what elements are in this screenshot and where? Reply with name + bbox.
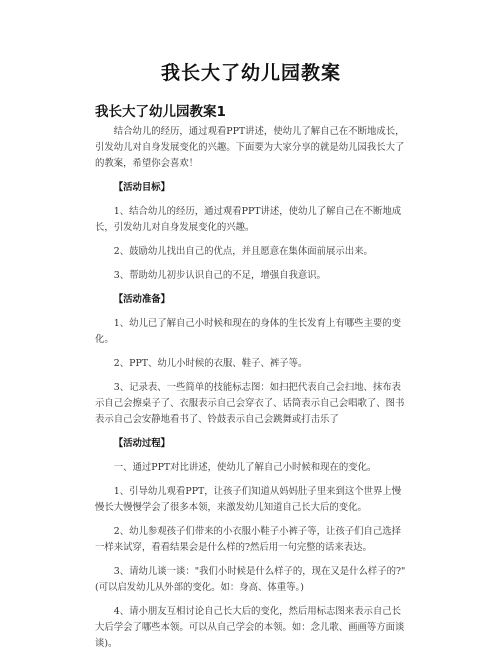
prep-heading: 【活动准备】 [113,294,171,305]
process-item: 3、请幼儿谈一谈："我们小时候是什么样子的，现在又是什么样子的?"(可以启发幼儿从外部的变化。如：身高、体重等。) [95,566,406,593]
prep-item: 3、记录表、一些简单的技能标志图：如扫把代表自己会扫地、抹布表示自己会擦桌子了、衣服表示自己会穿衣了、话筒表示自己会唱歌了、图书表示自己会安静地看书了、铃鼓表示自己会跳舞或打击乐了 [95,382,405,425]
document-body [95,124,409,660]
prep-item: 2、PPT、幼儿小时候的衣服、鞋子、裤子等。 [113,358,308,369]
process-item: 1、引导幼儿观看PPT，让孩子们知道从妈妈肚子里来到这个世界上慢慢长大慢慢学会了很多本领，来激发幼儿知道自己长大后的变化。 [95,486,402,513]
goal-item: 3、帮助幼儿初步认识自己的不足，增强自我意识。 [113,270,327,281]
prep-item: 1、幼儿已了解自己小时候和现在的身体的生长发育上有哪些主要的变化。 [95,318,402,345]
process-item: 一、通过PPT对比讲述，使幼儿了解自己小时候和现在的变化。 [113,462,377,473]
process-item: 4、请小朋友互相讨论自己长大后的变化，然后用标志图来表示自己长大后学会了哪些本领。可以从自己学会的本领。如：念儿歌、画画等方面谈谈)。 [95,606,405,649]
section-title: 我长大了幼儿园教案1 [95,104,226,120]
goals-heading: 【活动目标】 [113,182,171,193]
goal-item: 2、鼓励幼儿找出自己的优点，并且愿意在集体面前展示出来。 [113,246,373,257]
document-title: 我长大了幼儿园教案 [160,62,341,84]
process-heading: 【活动过程】 [113,438,171,449]
goal-item: 1、结合幼儿的经历，通过观看PPT讲述，使幼儿了解自己在不断地成长，引发幼儿对自身发展变化的兴趣。 [95,206,402,233]
process-item: 2、幼儿参观孩子们带来的小衣服小鞋子小裤子等，让孩子们自己选择一样来试穿，看看结果会是什么样的?然后用一句完整的话来表达。 [95,526,402,553]
intro-paragraph: 结合幼儿的经历，通过观看PPT讲述，使幼儿了解自己在不断地成长，引发幼儿对自身发展变化的兴趣。下面要为大家分享的就是幼儿园我长大了的教案，希望你会喜欢！ [95,126,405,169]
